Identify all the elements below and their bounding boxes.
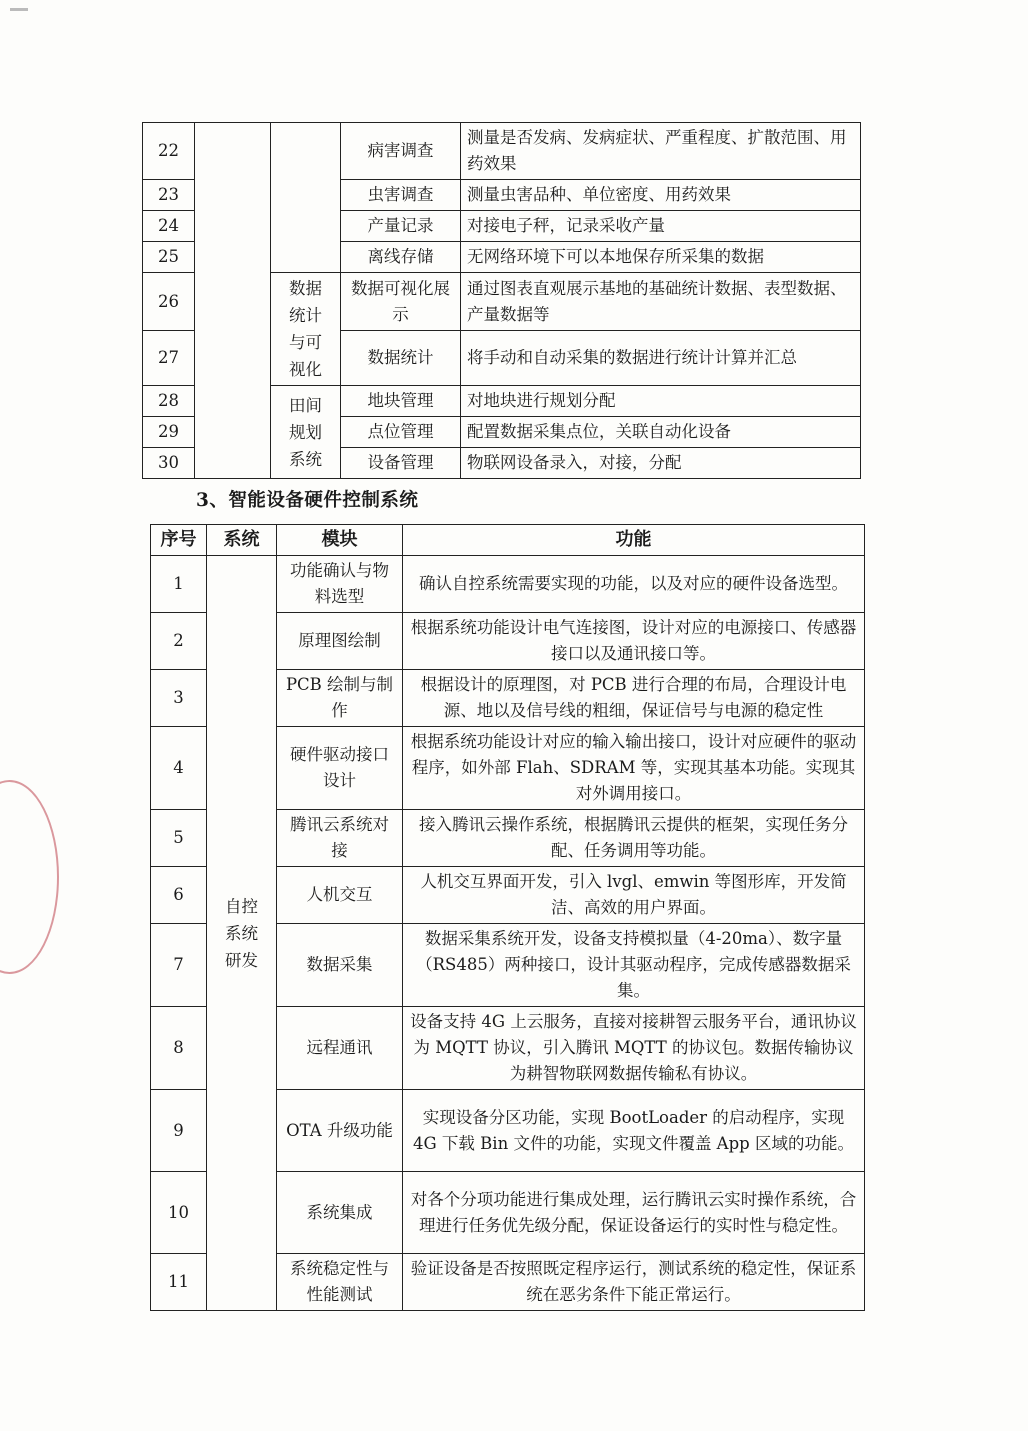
row-number: 2	[151, 613, 207, 670]
table-top	[142, 122, 861, 479]
group-field: 田间规划系统	[271, 386, 341, 479]
module-cell: 数据采集	[277, 924, 403, 1007]
function-cell: 根据系统功能设计电气连接图，设计对应的电源接口、传感器接口以及通讯接口等。	[403, 613, 865, 670]
function-cell: 测量虫害品种、单位密度、用药效果	[461, 180, 861, 211]
group-stats: 数据统计与可视化	[271, 273, 341, 386]
module-cell: 设备管理	[341, 448, 461, 479]
table-row	[143, 123, 861, 180]
function-cell: 设备支持 4G 上云服务，直接对接耕智云服务平台，通讯协议为 MQTT 协议，引入腾讯 MQTT 的协议包。数据传输协议为耕智物联网数据传输私有协议。	[403, 1007, 865, 1090]
row-number: 28	[143, 386, 195, 417]
function-cell: 无网络环境下可以本地保存所采集的数据	[461, 242, 861, 273]
row-number: 7	[151, 924, 207, 1007]
row-number: 6	[151, 867, 207, 924]
module-cell: 离线存储	[341, 242, 461, 273]
function-cell: 通过图表直观展示基地的基础统计数据、表型数据、产量数据等	[461, 273, 861, 331]
group-cell-empty	[271, 123, 341, 273]
row-number: 1	[151, 556, 207, 613]
system-name: 自控系统研发	[207, 556, 277, 1311]
row-number: 5	[151, 810, 207, 867]
function-cell: 测量是否发病、发病症状、严重程度、扩散范围、用药效果	[461, 123, 861, 180]
module-cell: 数据统计	[341, 331, 461, 386]
function-cell: 验证设备是否按照既定程序运行，测试系统的稳定性，保证系统在恶劣条件下能正常运行。	[403, 1254, 865, 1311]
module-cell: 功能确认与物料选型	[277, 556, 403, 613]
header-row	[151, 525, 865, 556]
scan-mark	[10, 8, 28, 11]
function-cell: 根据设计的原理图，对 PCB 进行合理的布局，合理设计电源、地以及信号线的粗细，保证信号与电源的稳定性	[403, 670, 865, 727]
function-cell: 对地块进行规划分配	[461, 386, 861, 417]
row-number: 8	[151, 1007, 207, 1090]
row-number: 23	[143, 180, 195, 211]
function-cell: 根据系统功能设计对应的输入输出接口，设计对应硬件的驱动程序，如外部 Flah、SDRAM 等，实现其基本功能。实现其对外调用接口。	[403, 727, 865, 810]
header-function: 功能	[403, 525, 865, 556]
table-row	[151, 556, 865, 613]
system-cell-empty	[195, 123, 271, 479]
header-system: 系统	[207, 525, 277, 556]
row-number: 10	[151, 1172, 207, 1254]
section-title: 3、智能设备硬件控制系统	[196, 490, 419, 511]
module-cell: 系统集成	[277, 1172, 403, 1254]
row-number: 24	[143, 211, 195, 242]
module-cell: 人机交互	[277, 867, 403, 924]
function-cell: 将手动和自动采集的数据进行统计计算并汇总	[461, 331, 861, 386]
module-cell: 数据可视化展示	[341, 273, 461, 331]
module-cell: OTA 升级功能	[277, 1090, 403, 1172]
module-cell: PCB 绘制与制作	[277, 670, 403, 727]
function-cell: 配置数据采集点位，关联自动化设备	[461, 417, 861, 448]
row-number: 30	[143, 448, 195, 479]
function-cell: 物联网设备录入，对接，分配	[461, 448, 861, 479]
table-bottom	[150, 524, 865, 1311]
function-cell: 数据采集系统开发，设备支持模拟量（4-20ma）、数字量（RS485）两种接口，设计其驱动程序，完成传感器数据采集。	[403, 924, 865, 1007]
header-module: 模块	[277, 525, 403, 556]
row-number: 27	[143, 331, 195, 386]
row-number: 22	[143, 123, 195, 180]
row-number: 26	[143, 273, 195, 331]
row-number: 25	[143, 242, 195, 273]
row-number: 4	[151, 727, 207, 810]
row-number: 3	[151, 670, 207, 727]
module-cell: 病害调查	[341, 123, 461, 180]
module-cell: 硬件驱动接口设计	[277, 727, 403, 810]
function-cell: 接入腾讯云操作系统，根据腾讯云提供的框架，实现任务分配、任务调用等功能。	[403, 810, 865, 867]
row-number: 9	[151, 1090, 207, 1172]
module-cell: 地块管理	[341, 386, 461, 417]
function-cell: 人机交互界面开发，引入 lvgl、emwin 等图形库，开发简洁、高效的用户界面。	[403, 867, 865, 924]
header-no: 序号	[151, 525, 207, 556]
row-number: 11	[151, 1254, 207, 1311]
function-cell: 对接电子秤，记录采收产量	[461, 211, 861, 242]
module-cell: 点位管理	[341, 417, 461, 448]
module-cell: 虫害调查	[341, 180, 461, 211]
function-cell: 对各个分项功能进行集成处理，运行腾讯云实时操作系统，合理进行任务优先级分配，保证设备运行的实时性与稳定性。	[403, 1172, 865, 1254]
function-cell: 实现设备分区功能，实现 BootLoader 的启动程序，实现 4G 下载 Bin 文件的功能，实现文件覆盖 App 区域的功能。	[403, 1090, 865, 1172]
module-cell: 产量记录	[341, 211, 461, 242]
module-cell: 远程通讯	[277, 1007, 403, 1090]
module-cell: 原理图绘制	[277, 613, 403, 670]
function-cell: 确认自控系统需要实现的功能，以及对应的硬件设备选型。	[403, 556, 865, 613]
row-number: 29	[143, 417, 195, 448]
red-seal-stamp	[0, 780, 59, 974]
module-cell: 腾讯云系统对接	[277, 810, 403, 867]
module-cell: 系统稳定性与性能测试	[277, 1254, 403, 1311]
